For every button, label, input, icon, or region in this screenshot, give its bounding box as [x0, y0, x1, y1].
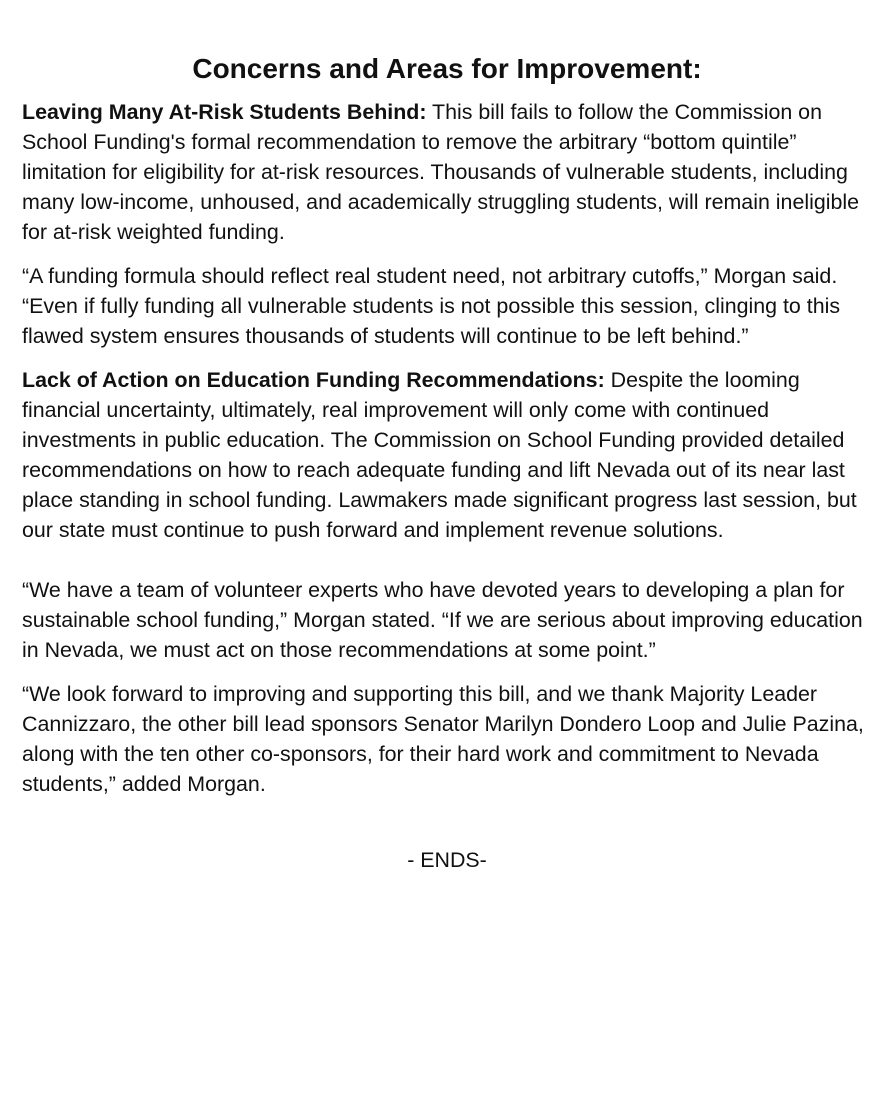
paragraph-funding-recommendations [22, 365, 872, 545]
paragraph-quote-thanks [22, 679, 872, 799]
paragraph-heading: Lack of Action on Education Funding Recommendations: [22, 368, 605, 392]
paragraph-quote-funding-formula [22, 261, 872, 351]
paragraph-text: “A funding formula should reflect real student need, not arbitrary cutoffs,” Morgan said. “Even if fully funding all vulnerable students is not possible this session, clinging to this flawed system ensures thousands of students will continue to be left behind.” [22, 264, 841, 348]
paragraph-text: Despite the looming financial uncertainty, ultimately, real improvement will only come with continued investments in public education. The Commission on School Funding provided detailed recommendations on how to reach adequate funding and lift Nevada out of its near last place standing in school funding. Lawmakers made significant progress last session, but our state must continue to push forward and implement revenue solutions. [22, 368, 857, 542]
paragraph-quote-volunteer-experts [22, 575, 872, 665]
paragraph-heading: Leaving Many At-Risk Students Behind: [22, 100, 427, 124]
paragraph-at-risk-students [22, 97, 872, 247]
section-title: Concerns and Areas for Improvement: [192, 53, 702, 84]
ends-marker: - ENDS- [407, 848, 487, 872]
paragraph-text: “We look forward to improving and supporting this bill, and we thank Majority Leader Cannizzaro, the other bill lead sponsors Senator Marilyn Dondero Loop and Julie Pazina, along with the ten other co-sponsors, for their hard work and commitment to Nevada students,” added Morgan. [22, 682, 864, 796]
paragraph-text: “We have a team of volunteer experts who have devoted years to developing a plan for sustainable school funding,” Morgan stated. “If we are serious about improving education in Nevada, we must act on those recommendations at some point.” [22, 578, 863, 662]
paragraph-text: This bill fails to follow the Commission on School Funding's formal recommendation to remove the arbitrary “bottom quintile” limitation for eligibility for at-risk resources. Thousands of vulnerable students, including many low-income, unhoused, and academically struggling students, will remain ineligible for at-risk weighted funding. [22, 100, 860, 244]
